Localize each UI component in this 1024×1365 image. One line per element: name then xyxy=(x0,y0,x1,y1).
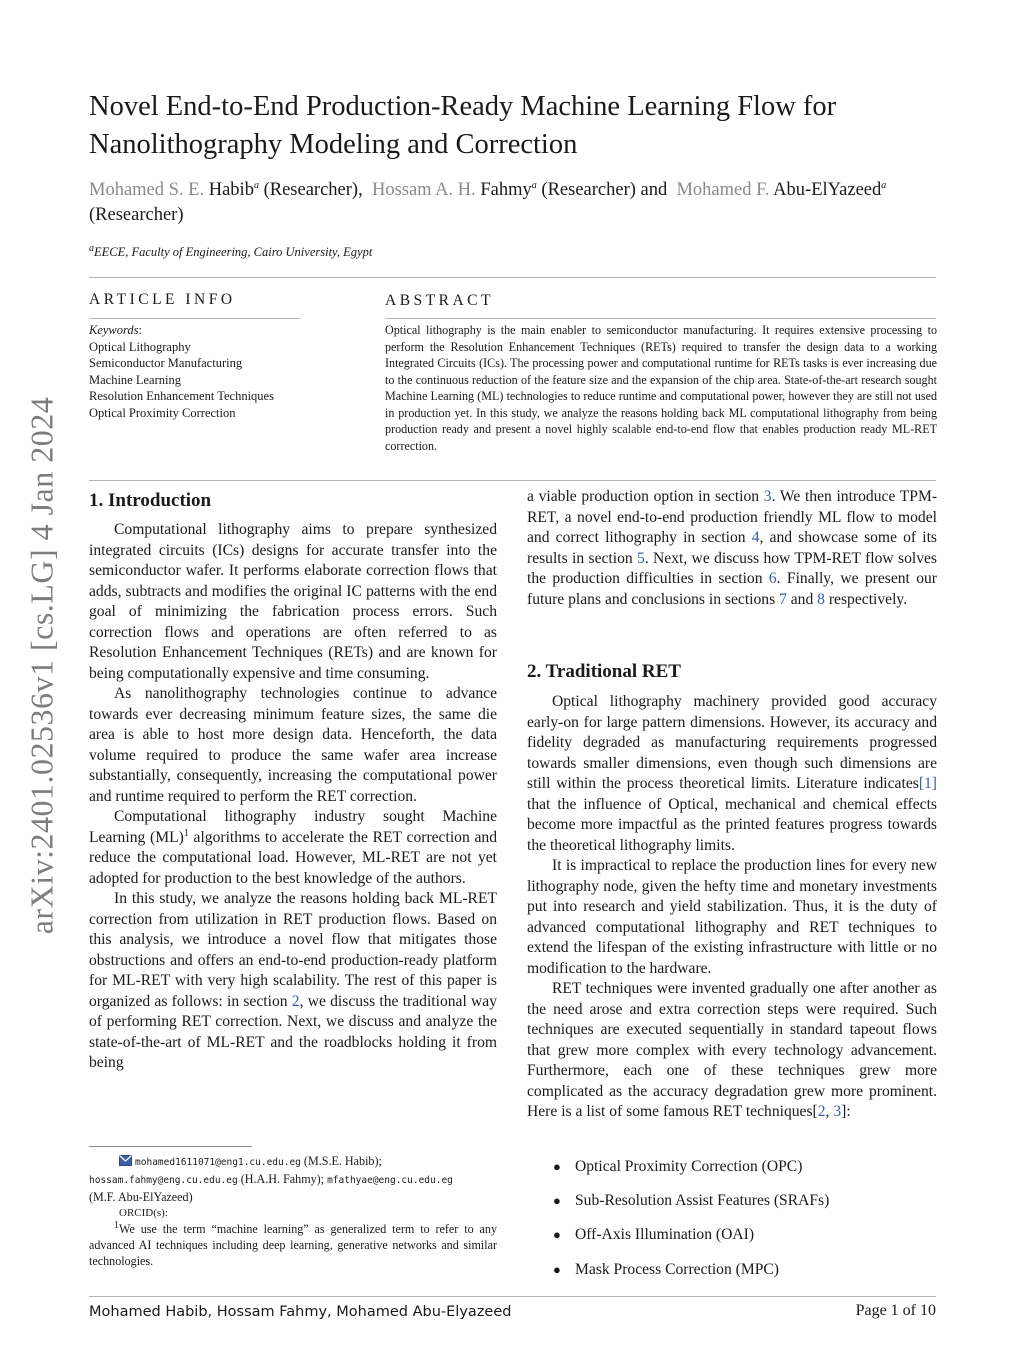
bullet-item xyxy=(527,1192,829,1210)
paragraph-text: that the influence of Optical, mechanical and chemical effects become more impactful as the printed features progress towards the theoretical lithography limits. xyxy=(527,795,937,854)
paragraph xyxy=(89,807,497,889)
footnote-text: (M.S.E. Habib); xyxy=(300,1154,382,1168)
paragraph: As nanolithography technologies continue to advance towards ever decreasing minimum feature sizes, the same die area is able to host more design data. Henceforth, the data volume required to produce the same wafer area increase substantially, consequently, increasing the computational power and runtime required to perform the RET correction. xyxy=(89,685,497,805)
bullet-text: Off-Axis Illumination (OAI) xyxy=(575,1226,755,1243)
paragraph-text: and xyxy=(786,590,818,608)
page-number: Page 1 of 10 xyxy=(855,1302,936,1319)
author-list xyxy=(89,178,949,228)
left-column xyxy=(89,520,497,1074)
affiliation xyxy=(89,242,373,260)
right-column-continuation xyxy=(527,487,937,610)
keywords-block: Keywords: Optical Lithography Semiconductor Manufacturing Machine Learning Resolution Enhancement Techniques Optical Proximity Correction xyxy=(89,322,329,421)
bullet-item xyxy=(527,1261,779,1279)
paragraph-text: In this study, we analyze the reasons holding back ML-RET correction from utilization in RET production flows. Based on this analysis, we introduce a novel flow that mitigates those obstructions and offers an end-to-end production-ready platform for ML-RET with very high scalability. The rest of this paper is organized as follows: in section xyxy=(89,890,497,1010)
section-ref-link[interactable]: 2 xyxy=(291,992,300,1010)
abstract-text: Optical lithography is the main enabler to semiconductor manufacturing. It requires extensive processing to perform the Resolution Enhancement Techniques (RETs) required to transfer the design data to a working Integrated Circuits (ICs). The processing power and computational runtime for RETs tasks is ever increasing due to the continuous reduction of the feature size and the expansion of the chip area. State-of-the-art research sought Machine Learning (ML) technologies to reduce runtime and computational power, however they are still not used in production yet. In this study, we analyze the reasons holding back ML computational lithography from being production ready and present a novel highly scalable end-to-end flow that enables production ready ML-RET correction. xyxy=(385,323,937,453)
paragraph-text: , and showcase some of its results in section xyxy=(527,529,937,567)
bullet-text: Sub-Resolution Assist Features (SRAFs) xyxy=(575,1192,830,1209)
email-icon xyxy=(119,1155,132,1166)
section-ref-link[interactable]: 4 xyxy=(751,529,760,546)
paragraph-text: . Finally, we present our future plans and conclusions in sections xyxy=(527,570,937,608)
paragraph-text: , xyxy=(825,1103,834,1120)
email-link[interactable]: mfathyae@eng.cu.edu.eg xyxy=(327,1175,453,1186)
author-role: (Researcher), xyxy=(258,180,363,200)
bullet-dot-icon: ● xyxy=(553,1262,561,1277)
header-divider xyxy=(89,277,936,278)
footnote-text: We use the term “machine learning” as generalized term to refer to any advanced AI techniques including deep learning, generative networks and similar technologies. xyxy=(89,1222,497,1268)
front-matter-divider xyxy=(89,480,936,481)
section-2-heading: 2. Traditional RET xyxy=(527,661,681,682)
bullet-dot-icon: ● xyxy=(553,1193,561,1208)
author-affil-sup: a xyxy=(881,179,887,191)
bullet-dot-icon: ● xyxy=(553,1227,561,1242)
paragraph-text: . Next, we discuss how TPM-RET flow solves the production difficulties in section xyxy=(527,549,937,587)
orcid-label: ORCID(s): xyxy=(119,1207,168,1219)
section-2-body xyxy=(527,692,937,1123)
footnote-mark: 1 xyxy=(114,1219,119,1231)
paragraph-text: , we discuss the traditional way of performing RET correction. Next, we discuss and analyze the state-of-the-art of ML-RET and the roadblocks holding it from being xyxy=(89,992,498,1071)
article-info-divider xyxy=(89,318,300,319)
paragraph-text: RET techniques were invented gradually one after another as the need arose and extra correction steps were required. Such techniques are executed sequentially in standard tapeout flows that grew more complex with every technology advancement. Furthermore, each one of these techniques grew more complicated as the accuracy degradation grew more prominent. Here is a list of some famous RET techniques[ xyxy=(527,980,937,1120)
author-affil-sup: a xyxy=(531,179,537,191)
paragraph: Computational lithography aims to prepare synthesized integrated circuits (ICs) designs for accurate transfer into the semiconductor wafer. It performs elaborate correction flows that adds, subtracts and modifies the original IC patterns with the end goal of minimizing the fabrication process errors. Such correction flows and operations are often referred to as Resolution Enhancement Techniques (RETs) and are known for being computationally expensive and time consuming. xyxy=(89,521,497,682)
author-given-name[interactable]: Mohamed S. E. xyxy=(89,180,205,200)
bullet-text: Optical Proximity Correction (OPC) xyxy=(575,1158,803,1175)
abstract-divider xyxy=(385,318,936,319)
footnote-1 xyxy=(89,1221,497,1269)
author-affil-sup: a xyxy=(253,179,259,191)
author-given-name[interactable]: Mohamed F. xyxy=(676,180,770,200)
section-ref-link[interactable]: 8 xyxy=(817,590,825,608)
keyword-item: Optical Lithography xyxy=(89,339,191,354)
author-family-name: Abu-ElYazeed xyxy=(773,180,882,200)
paragraph-text: . We then introduce TPM-RET, a novel end-to-end production friendly ML flow to model and correct lithography in section xyxy=(527,488,938,546)
paragraph xyxy=(527,979,937,1123)
paragraph xyxy=(527,487,937,610)
paragraph xyxy=(89,889,497,1074)
paragraph-text: respectively. xyxy=(824,590,908,608)
footnote-ref[interactable]: 1 xyxy=(183,827,189,839)
author-family-name: Fahmy xyxy=(480,180,532,200)
footnotes xyxy=(89,1153,497,1269)
author-role: (Researcher) and xyxy=(536,180,668,200)
paper-title: Novel End-to-End Production-Ready Machine Learning Flow for Nanolithography Modeling and Correction xyxy=(89,91,837,160)
paragraph-text: ]: xyxy=(841,1103,851,1120)
section-1-heading: 1. Introduction xyxy=(89,490,212,511)
paragraph-text: Computational lithography industry sought Machine Learning (ML) xyxy=(89,808,497,846)
keyword-item: Optical Proximity Correction xyxy=(89,405,236,420)
bullet-text: Mask Process Correction (MPC) xyxy=(575,1261,779,1278)
citation-link[interactable]: [1] xyxy=(918,775,937,792)
footnote-text: (H.A.H. Fahmy); xyxy=(237,1172,328,1186)
email-link[interactable]: hossam.fahmy@eng.cu.edu.eg xyxy=(89,1175,238,1186)
author-role: (Researcher) xyxy=(89,205,184,225)
affiliation-sup: a xyxy=(89,242,94,254)
paragraph: It is impractical to replace the production lines for every new lithography node, given the hefty time and monetary investments put into research and yield stabilization. Thus, it is the duty of advanced computational lithography and RET techniques to extend the lifespan of the existing infrastructure with little or no modification to the hardware. xyxy=(527,857,937,977)
section-ref-link[interactable]: 5 xyxy=(637,549,645,567)
citation-link[interactable]: 3 xyxy=(833,1103,842,1120)
footer-divider xyxy=(89,1296,936,1297)
paragraph-text: Optical lithography machinery provided good accuracy early-on for large pattern dimensions. However, its accuracy and fidelity degraded as manufacturing requirements progressed towards smaller dimensions, even though such dimensions are still within the process theoretical limits. Literature indicates xyxy=(527,693,937,792)
paragraph-text: a viable production option in section xyxy=(527,488,764,505)
footnote-divider xyxy=(89,1146,252,1147)
author-given-name[interactable]: Hossam A. H. xyxy=(371,180,476,200)
section-ref-link[interactable]: 7 xyxy=(779,590,787,608)
paragraph-text: algorithms to accelerate the RET correction and reduce the computational load. However, ML-RET are not yet adopted for production to the best knowledge of the authors. xyxy=(89,828,497,887)
affiliation-text: EECE, Faculty of Engineering, Cairo University, Egypt xyxy=(94,245,373,259)
footnote-text: (M.F. Abu-ElYazeed) xyxy=(89,1190,193,1204)
keywords-label: Keywords xyxy=(89,323,139,337)
footer-authors: Mohamed Habib, Hossam Fahmy, Mohamed Abu-Elyazeed xyxy=(89,1304,512,1320)
email-link[interactable]: mohamed1611071@eng1.cu.edu.eg xyxy=(135,1157,301,1168)
bullet-dot-icon: ● xyxy=(553,1159,561,1174)
article-info-heading: ARTICLE INFO xyxy=(89,291,236,308)
section-ref-link[interactable]: 3 xyxy=(763,488,772,505)
abstract-heading: ABSTRACT xyxy=(385,292,494,309)
arxiv-stamp: arXiv:2401.02536v1 [cs.LG] 4 Jan 2024 xyxy=(23,396,60,935)
bullet-item xyxy=(527,1226,754,1244)
paragraph xyxy=(527,692,937,856)
bullet-item xyxy=(527,1158,802,1176)
keyword-item: Resolution Enhancement Techniques xyxy=(89,389,274,403)
author-family-name: Habib xyxy=(208,180,254,200)
keyword-item: Semiconductor Manufacturing xyxy=(89,356,243,370)
section-ref-link[interactable]: 6 xyxy=(768,570,777,587)
keyword-item: Machine Learning xyxy=(89,372,181,387)
citation-link[interactable]: 2 xyxy=(817,1103,826,1120)
